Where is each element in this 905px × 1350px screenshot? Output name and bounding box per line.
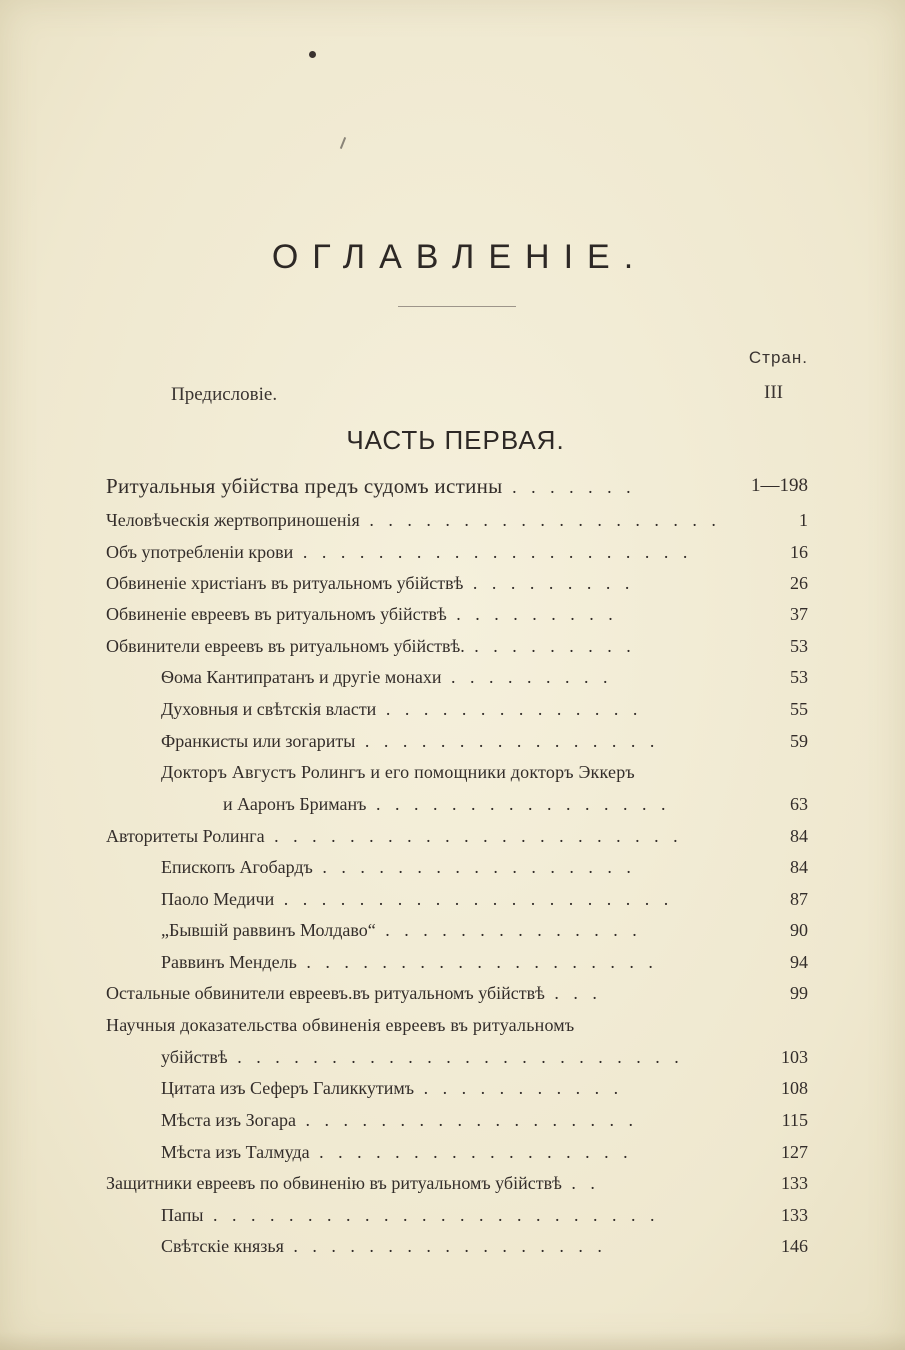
toc-entry-page: 53 bbox=[790, 667, 808, 687]
toc-entry bbox=[0, 978, 905, 1008]
title-divider bbox=[398, 306, 516, 307]
toc-entry-title: Человѣческія жертвоприношенія bbox=[106, 510, 360, 530]
dot-leader: . . . . . . . . . bbox=[463, 573, 635, 593]
toc-entry bbox=[0, 694, 905, 724]
dot-leader: . . . . . . . . . . . . . . bbox=[376, 699, 643, 719]
toc-entry bbox=[0, 471, 905, 501]
dot-leader: . . . . . . . . . . . . . . . . . . . bbox=[296, 952, 658, 972]
toc-entry bbox=[0, 1168, 905, 1198]
toc-entry-title: „Бывшій раввинъ Молдаво“ bbox=[161, 920, 376, 940]
toc-entry bbox=[0, 821, 905, 851]
ink-mark bbox=[340, 137, 346, 149]
dot-leader: . . . . . . . . . . . . . . . . . bbox=[312, 857, 636, 877]
toc-entry-title: Научныя доказательства обвиненія евреевъ въ ритуальномъ bbox=[106, 1015, 575, 1035]
toc-entry bbox=[0, 757, 905, 787]
toc-entry-title: Цитата изъ Сеферъ Галиккутимъ bbox=[161, 1078, 415, 1098]
dot-leader: . . . . . . . . . bbox=[464, 636, 636, 656]
dot-leader: . . . . . . . . . . . bbox=[414, 1078, 624, 1098]
toc-entry bbox=[0, 915, 905, 945]
toc-entry-page: 133 bbox=[781, 1173, 808, 1193]
toc-entry bbox=[0, 726, 905, 756]
preface-page-number: III bbox=[764, 382, 783, 403]
toc-entry-title: Авторитеты Ролинга bbox=[106, 826, 265, 846]
dot-leader: . . . . . . . . . . . . . . . . . . bbox=[295, 1110, 638, 1130]
toc-entry bbox=[0, 505, 905, 535]
page-edge-shadow bbox=[0, 1332, 905, 1350]
toc-entry bbox=[0, 1231, 905, 1261]
toc-entry-title: Защитники евреевъ по обвиненію въ ритуальномъ убійствѣ bbox=[106, 1173, 562, 1193]
toc-entry-title: Докторъ Августъ Ролингъ и его помощники докторъ Эккеръ bbox=[161, 762, 635, 782]
toc-entry bbox=[0, 1010, 905, 1040]
dot-leader: . . . . . . . . . . . . . . . . . . . . . . bbox=[264, 826, 683, 846]
dot-leader: . . . . . . . . . . . . . . . . . . . . . bbox=[274, 889, 674, 909]
toc-entry-title: убійствѣ bbox=[161, 1047, 228, 1067]
toc-entry-page: 84 bbox=[790, 857, 808, 877]
toc-entry-title: Остальные обвинители евреевъ.въ ритуальномъ убійствѣ bbox=[106, 983, 545, 1003]
toc-entry-page: 37 bbox=[790, 604, 808, 624]
dot-leader: . . . . . . . . . . . . . . . . bbox=[366, 794, 671, 814]
toc-entry-page: 99 bbox=[790, 983, 808, 1003]
toc-entry bbox=[0, 537, 905, 567]
toc-entry bbox=[0, 1137, 905, 1167]
toc-entry-page: 115 bbox=[781, 1110, 808, 1130]
toc-entry-title: Мѣста изъ Зогара bbox=[161, 1110, 296, 1130]
toc-entry-page: 59 bbox=[790, 731, 808, 751]
dot-leader: . . . . . . . . . . . . . . . . bbox=[355, 731, 660, 751]
toc-entry-page: 87 bbox=[790, 889, 808, 909]
dot-leader: . . . . . . . . . . . . . . . . . bbox=[309, 1142, 633, 1162]
toc-entry-title: Ритуальныя убійства предъ судомъ истины bbox=[106, 474, 503, 498]
toc-entry-title: Объ употребленіи крови bbox=[106, 542, 294, 562]
toc-entry-page: 127 bbox=[781, 1142, 808, 1162]
toc-entry-page: 55 bbox=[790, 699, 808, 719]
toc-entry-title: Паоло Медичи bbox=[161, 889, 275, 909]
dot-leader: . . . . . . . . . bbox=[446, 604, 618, 624]
part-heading: ЧАСТЬ ПЕРВАЯ. bbox=[346, 425, 565, 455]
toc-entry-title: Мѣста изъ Талмуда bbox=[161, 1142, 310, 1162]
toc-entry-title: Обвинители евреевъ въ ритуальномъ убійствѣ. bbox=[106, 636, 465, 656]
toc-entry bbox=[0, 947, 905, 977]
toc-entry bbox=[0, 568, 905, 598]
toc-entry bbox=[0, 884, 905, 914]
toc-entry-page: 26 bbox=[790, 573, 808, 593]
toc-entry-page: 108 bbox=[781, 1078, 808, 1098]
dot-leader: . . . . . . . . . . . . . . . . . bbox=[283, 1236, 607, 1256]
toc-entry-page: 90 bbox=[790, 920, 808, 940]
toc-entry bbox=[0, 1200, 905, 1230]
toc-entry bbox=[0, 631, 905, 661]
toc-entry-title: Духовныя и свѣтскія власти bbox=[161, 699, 377, 719]
dot-leader: . . bbox=[561, 1173, 600, 1193]
toc-entry-title: Раввинъ Мендель bbox=[161, 952, 297, 972]
toc-entry-title: Епископъ Агобардъ bbox=[161, 857, 313, 877]
toc-entry-page: 133 bbox=[781, 1205, 808, 1225]
toc-entry bbox=[0, 1042, 905, 1072]
dot-leader: . . . . . . . . . bbox=[441, 667, 613, 687]
dot-leader: . . . . . . . . . . . . . . . . . . . bbox=[359, 510, 721, 530]
toc-entry bbox=[0, 1073, 905, 1103]
preface-title: Предисловіе. bbox=[171, 384, 278, 405]
dot-leader: . . . . . . . . . . . . . . . . . . . . . bbox=[293, 542, 693, 562]
page-title: ОГЛАВЛЕНIЕ. bbox=[271, 238, 648, 276]
dot-leader: . . . bbox=[544, 983, 602, 1003]
toc-entry-page: 94 bbox=[790, 952, 808, 972]
toc-entry-page: 103 bbox=[781, 1047, 808, 1067]
dot-leader: . . . . . . . bbox=[502, 477, 636, 497]
toc-entry-title: Свѣтскіе князья bbox=[161, 1236, 284, 1256]
toc-entry-title: Франкисты или зогариты bbox=[161, 731, 356, 751]
toc-entry bbox=[0, 852, 905, 882]
toc-entry bbox=[0, 662, 905, 692]
toc-entry-title: Обвиненіе евреевъ въ ритуальномъ убійствѣ bbox=[106, 604, 447, 624]
toc-entry-page: 53 bbox=[790, 636, 808, 656]
page-column-label: Стран. bbox=[748, 348, 808, 367]
toc-entry bbox=[0, 789, 905, 819]
dot-leader: . . . . . . . . . . . . . . . . . . . . . . . . bbox=[203, 1205, 660, 1225]
toc-entry-page: 63 bbox=[790, 794, 808, 814]
toc-entry-page: 146 bbox=[781, 1236, 808, 1256]
toc-entry-page: 84 bbox=[790, 826, 808, 846]
toc-entry-page: 1 bbox=[799, 510, 808, 530]
dot-leader: . . . . . . . . . . . . . . bbox=[375, 920, 642, 940]
toc-entry bbox=[0, 1105, 905, 1135]
dot-leader: . . . . . . . . . . . . . . . . . . . . . . . . bbox=[227, 1047, 684, 1067]
toc-entry-title: Обвиненіе христіанъ въ ритуальномъ убійствѣ bbox=[106, 573, 464, 593]
toc-entry bbox=[0, 599, 905, 629]
toc-entry-title: Папы bbox=[161, 1205, 204, 1225]
ink-speck bbox=[309, 51, 316, 58]
toc-entry-title: Ѳома Кантипратанъ и другіе монахи bbox=[161, 667, 442, 687]
toc-entry-page: 1—198 bbox=[751, 475, 808, 496]
toc-entry-page: 16 bbox=[790, 542, 808, 562]
toc-entry-title: и Ааронъ Бриманъ bbox=[223, 794, 367, 814]
